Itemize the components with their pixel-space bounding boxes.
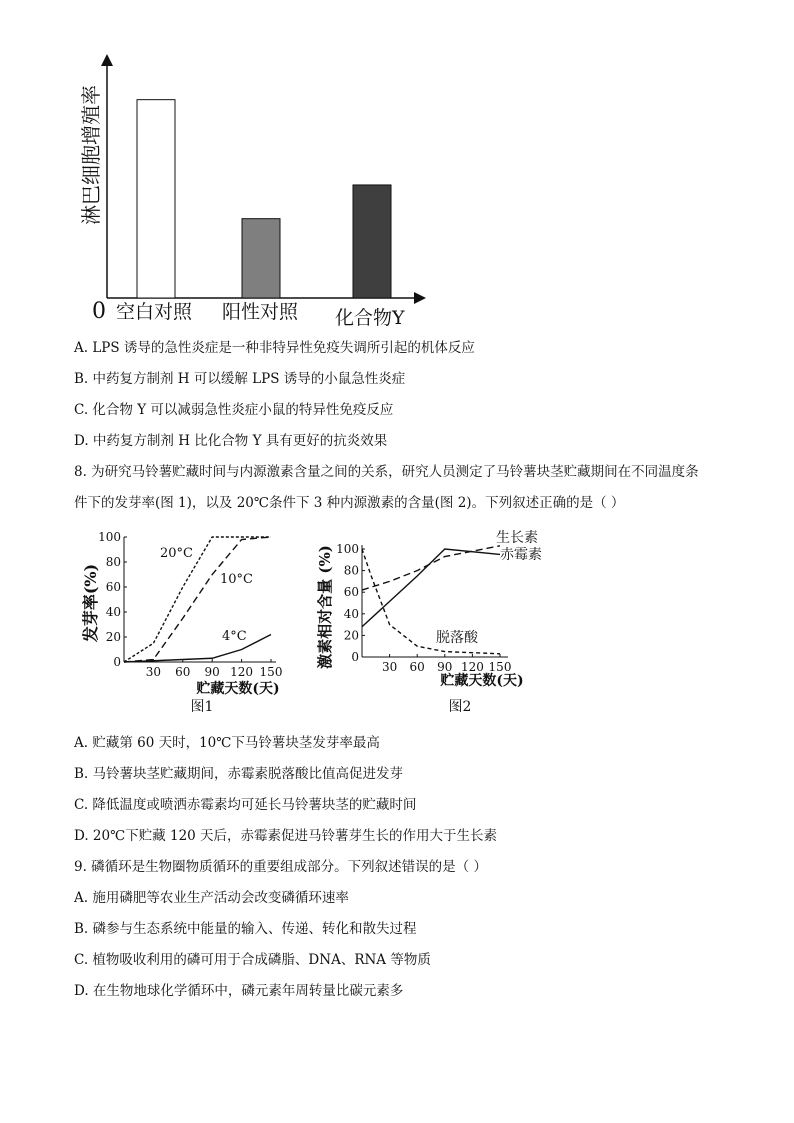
- q9-option-b: B. 磷参与生态系统中能量的输入、传递、转化和散失过程: [74, 921, 417, 937]
- q8-option-a: A. 贮藏第 60 天时，10℃下马铃薯块茎发芽率最高: [74, 735, 380, 751]
- fig1-xlabel: 贮藏天数(天): [196, 681, 280, 697]
- q9-option-d: D. 在生物地球化学循环中，磷元素年周转量比碳元素多: [74, 983, 404, 999]
- q7-option-b: B. 中药复方制剂 H 可以缓解 LPS 诱导的小鼠急性炎症: [74, 371, 406, 387]
- fig2-series-line-1: [362, 549, 500, 627]
- fig1-ytick-label: 60: [105, 580, 121, 594]
- fig1-caption: 图1: [190, 699, 214, 715]
- fig1-ytick-label: 20: [105, 630, 121, 644]
- fig1-xtick-label: 120: [230, 665, 254, 679]
- fig1-series-line-1: [124, 537, 271, 662]
- fig1-label-20c: 20°C: [160, 546, 193, 561]
- q7-option-a: A. LPS 诱导的急性炎症是一种非特异性免疫失调所引起的机体反应: [74, 340, 475, 356]
- bar-cat-label-2: 阳性对照: [222, 301, 299, 323]
- bar-ylabel: 淋巴细胞增殖率: [79, 85, 103, 225]
- fig1-label-4c: 4°C: [222, 629, 247, 644]
- bar-chart: [0, 0, 794, 340]
- q8-option-c: C. 降低温度或喷洒赤霉素均可延长马铃薯块茎的贮藏时间: [74, 797, 417, 813]
- bar-1: [137, 100, 175, 298]
- fig2-xtick-label: 150: [488, 660, 512, 674]
- q8-stem-line1: 8. 为研究马铃薯贮藏时间与内源激素含量之间的关系，研究人员测定了马铃薯块茎贮藏期间在不同温度条: [74, 464, 699, 480]
- fig1-ytick-label: 100: [98, 530, 121, 544]
- q7-option-c: C. 化合物 Y 可以减弱急性炎症小鼠的特异性免疫反应: [74, 402, 394, 418]
- q7-option-d: D. 中药复方制剂 H 比化合物 Y 具有更好的抗炎效果: [74, 433, 388, 449]
- q8-stem-line2: 件下的发芽率(图 1)，以及 20℃条件下 3 种内源激素的含量(图 2)。下列叙述正确的是（ ）: [74, 495, 625, 511]
- fig2-ytick-label: 60: [343, 585, 359, 600]
- fig1-ytick-label: 40: [105, 605, 121, 619]
- fig2-ytick-label: 80: [343, 563, 359, 578]
- fig2-xtick-label: 90: [437, 660, 453, 674]
- fig2-caption: 图2: [448, 699, 472, 715]
- q9-option-a: A. 施用磷肥等农业生产活动会改变磷循环速率: [74, 890, 349, 906]
- fig2-ytick-label: 20: [343, 628, 359, 643]
- bar-cat-label-3: 化合物Y: [335, 307, 405, 329]
- fig1-ylabel: 发芽率(%): [81, 563, 100, 643]
- fig2-ytick-label: 100: [336, 542, 359, 556]
- q9-stem: 9. 磷循环是生物圈物质循环的重要组成部分。下列叙述错误的是（ ）: [74, 859, 487, 875]
- q8-option-d: D. 20℃下贮藏 120 天后，赤霉素促进马铃薯芽生长的作用大于生长素: [74, 828, 498, 844]
- fig2-ylabel: 激素相对含量 (%): [316, 545, 334, 669]
- fig2-xtick-label: 30: [381, 660, 398, 674]
- fig2-label-aba: 脱落酸: [436, 630, 478, 646]
- bar-origin: 0: [92, 299, 106, 324]
- fig2-label-auxin: 生长素: [496, 530, 538, 546]
- fig1-xtick-label: 60: [175, 665, 191, 679]
- fig2-ytick-label: 0: [351, 650, 359, 664]
- fig2-xlabel: 贮藏天数(天): [440, 673, 524, 689]
- fig1-ytick-label: 0: [113, 655, 121, 669]
- fig1-ytick-label: 80: [105, 555, 121, 569]
- fig2-xtick-label: 120: [460, 660, 484, 674]
- fig2-label-gibberellin: 赤霉素: [500, 547, 542, 563]
- fig1-xtick-label: 30: [145, 665, 162, 679]
- bar-3: [353, 185, 391, 298]
- q9-option-c: C. 植物吸收利用的磷可用于合成磷脂、DNA、RNA 等物质: [74, 952, 431, 968]
- fig2-ytick-label: 40: [343, 606, 359, 621]
- fig2-xtick-label: 60: [409, 660, 425, 674]
- fig1-xtick-label: 150: [259, 665, 283, 679]
- fig1-label-10c: 10°C: [220, 572, 253, 587]
- figure-2: [310, 525, 570, 725]
- fig1-xtick-label: 90: [204, 665, 220, 679]
- q8-option-b: B. 马铃薯块茎贮藏期间，赤霉素脱落酸比值高促进发芽: [74, 766, 404, 782]
- fig2-series-line-3: [362, 549, 500, 654]
- bar-2: [242, 219, 280, 298]
- fig1-series-line-2: [124, 537, 271, 662]
- bar-cat-label-1: 空白对照: [116, 301, 193, 323]
